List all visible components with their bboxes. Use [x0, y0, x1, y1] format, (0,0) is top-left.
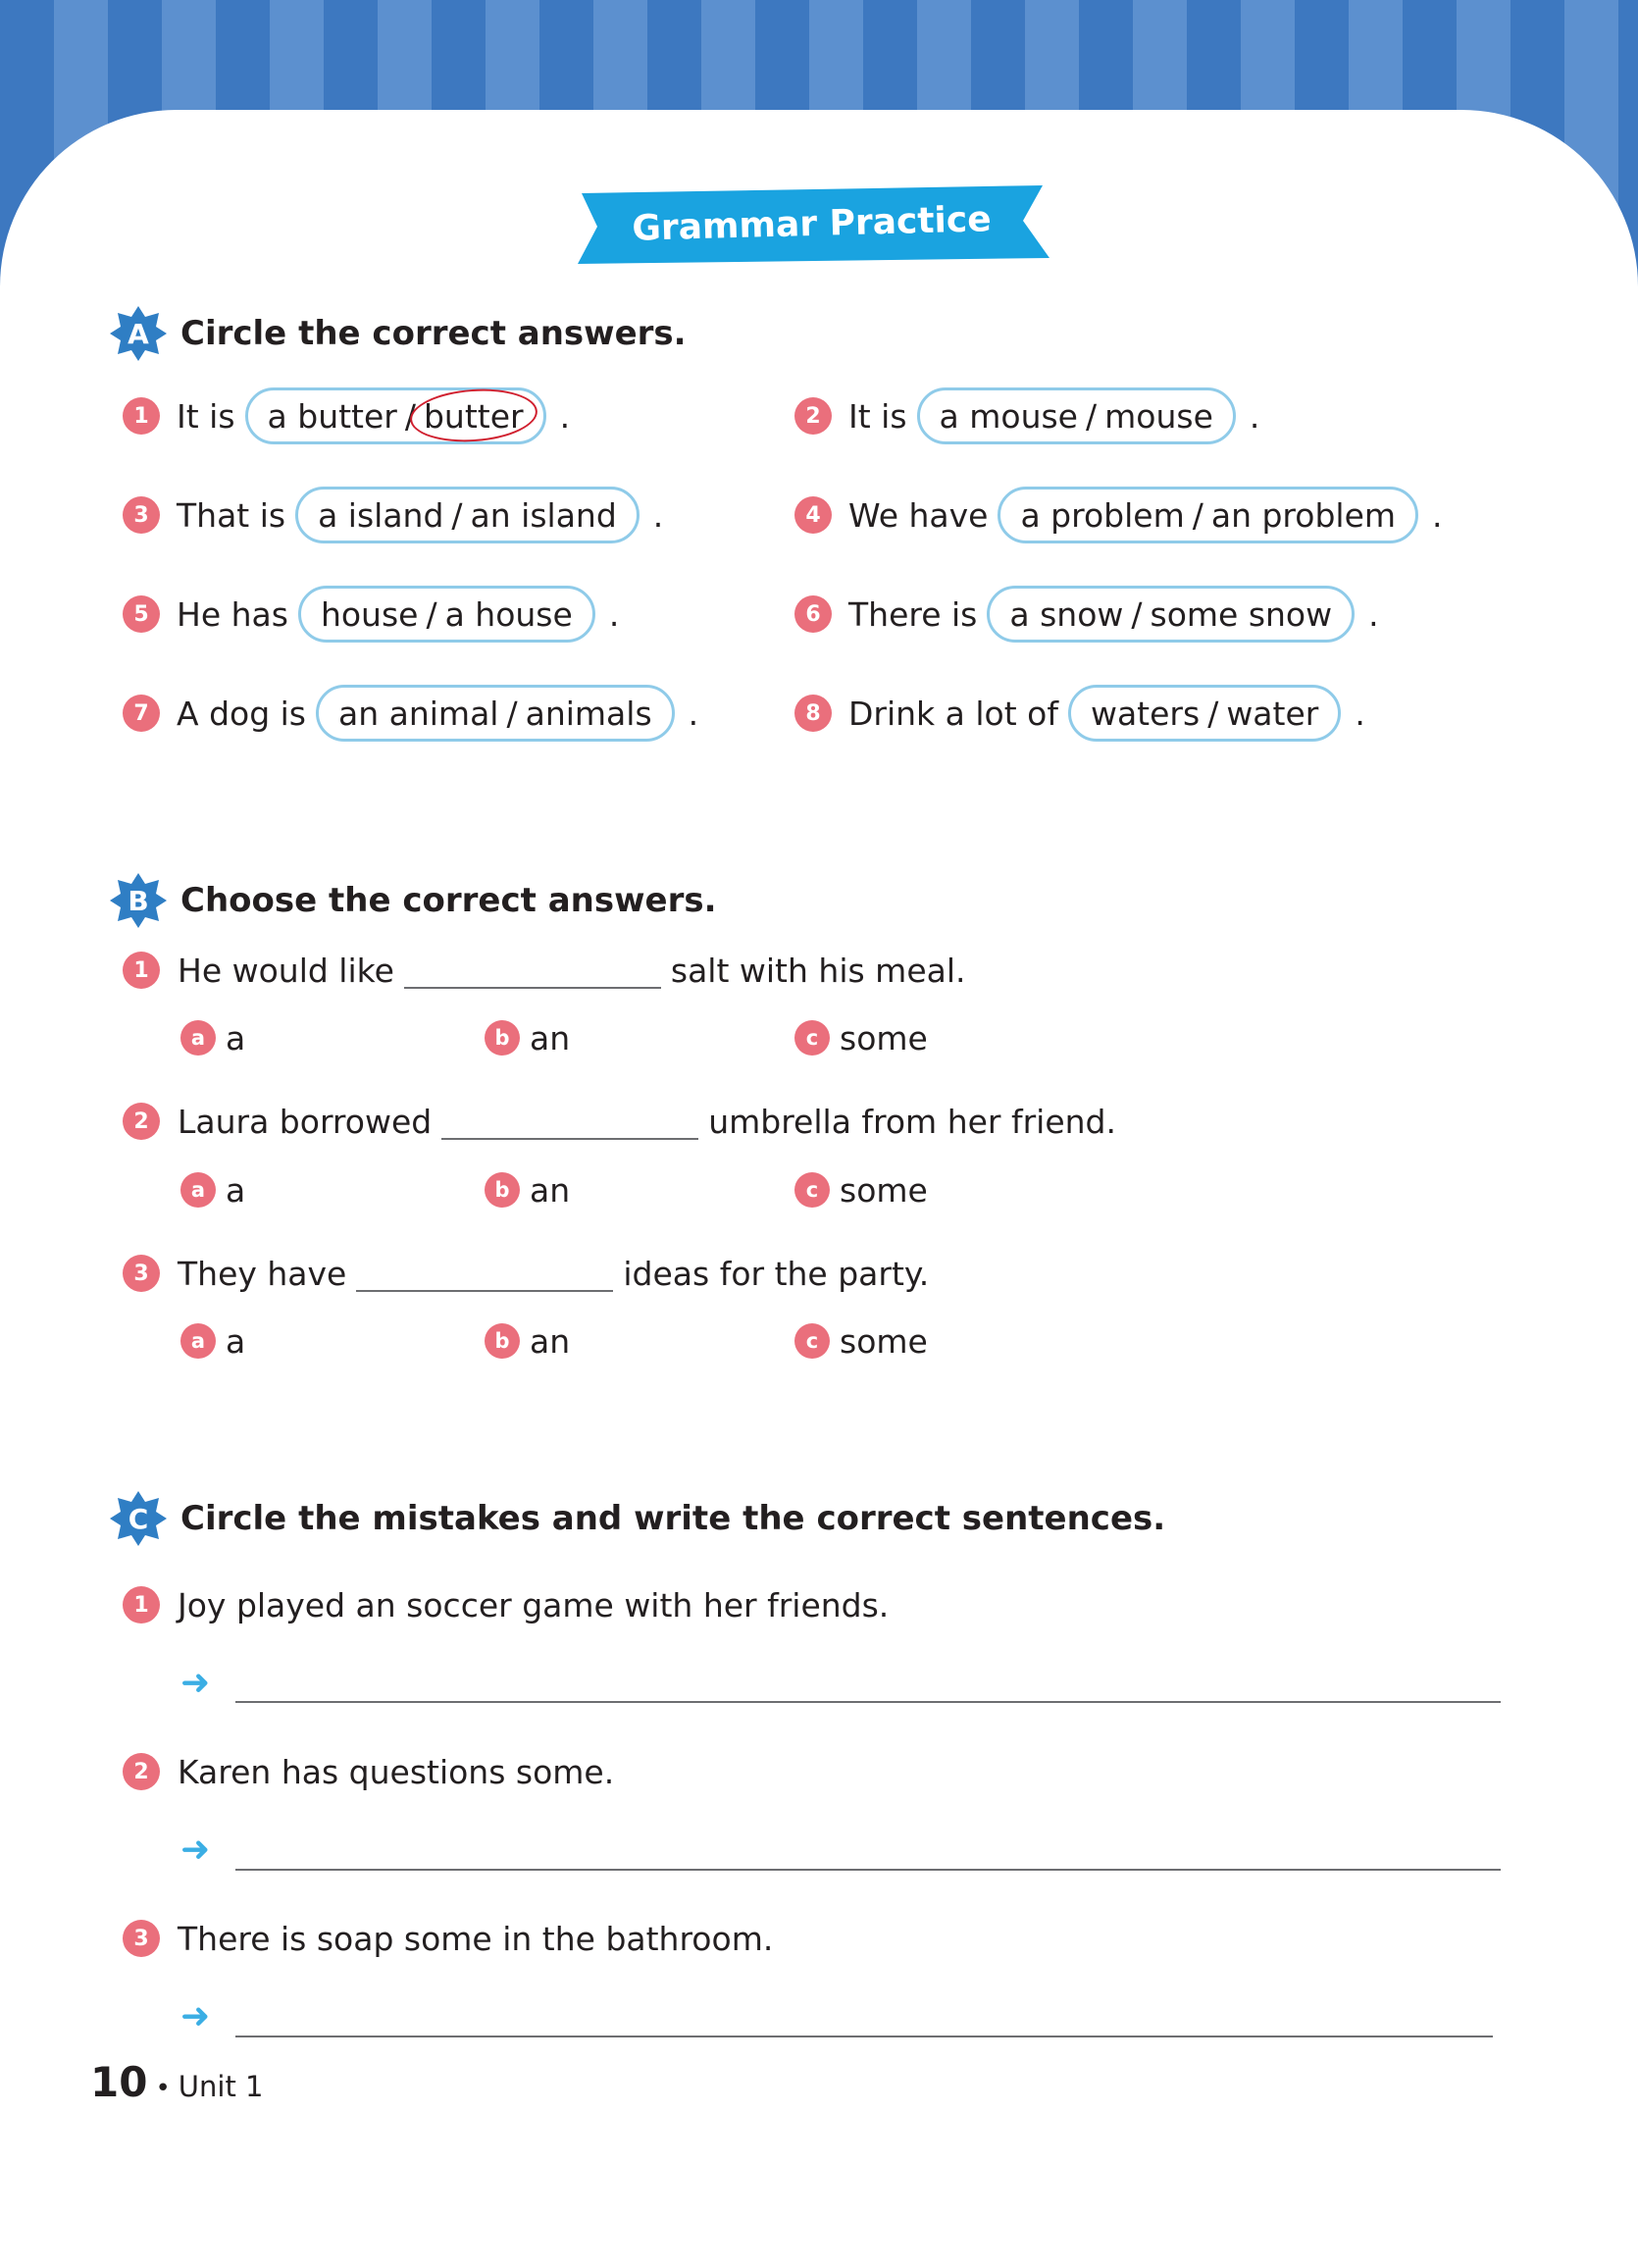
- section-b-question-1: [123, 946, 966, 995]
- period: .: [1432, 495, 1443, 535]
- option-separator: /: [506, 694, 518, 733]
- section-c-header: [110, 1489, 1165, 1548]
- answer-options-pill: [917, 387, 1236, 444]
- banner-title: Grammar Practice: [631, 198, 993, 249]
- option-1[interactable]: a mouse: [939, 396, 1078, 436]
- option-separator: /: [1131, 594, 1143, 634]
- section-c-item-3: [123, 1913, 773, 1964]
- section-a-item-1: [123, 385, 570, 447]
- item-prefix: It is: [177, 396, 235, 436]
- option-separator: /: [1192, 495, 1203, 535]
- item-prefix: That is: [177, 495, 286, 535]
- option-2[interactable]: an problem: [1210, 495, 1397, 535]
- choice-letter-badge: a: [180, 1020, 216, 1056]
- arrow-icon: ➜: [180, 1996, 211, 2036]
- choice-text: a: [226, 1321, 246, 1361]
- choice-text: some: [840, 1170, 928, 1210]
- choice-letter-badge: b: [485, 1172, 520, 1208]
- option-2[interactable]: water: [1226, 694, 1319, 733]
- page-footer: [90, 2058, 264, 2106]
- answer-options-pill: [998, 487, 1418, 543]
- option-separator: /: [1086, 396, 1098, 436]
- item-number-badge: 2: [123, 1103, 160, 1140]
- option-2[interactable]: animals: [525, 694, 652, 733]
- choice-b[interactable]: [485, 1015, 570, 1060]
- item-number-badge: 7: [123, 695, 160, 732]
- section-a-header: [110, 304, 687, 363]
- option-separator: /: [426, 594, 437, 634]
- choice-b[interactable]: [485, 1318, 570, 1364]
- sentence-text: Karen has questions some.: [178, 1752, 615, 1791]
- item-prefix: He has: [177, 594, 288, 634]
- answer-options-pill: [295, 487, 640, 543]
- choice-text: an: [530, 1170, 571, 1210]
- period: .: [652, 495, 664, 535]
- option-2[interactable]: some snow: [1150, 594, 1333, 634]
- section-a-item-7: [123, 682, 698, 745]
- arrow-icon: ➜: [180, 1663, 211, 1703]
- option-1[interactable]: a butter: [267, 396, 397, 436]
- item-number-badge: 8: [794, 695, 832, 732]
- answer-blank[interactable]: [441, 1103, 698, 1140]
- period: .: [688, 694, 699, 733]
- item-prefix: We have: [848, 495, 989, 535]
- option-2[interactable]: mouse: [1104, 396, 1213, 436]
- item-prefix: It is: [848, 396, 907, 436]
- section-c-item-1: [123, 1579, 889, 1630]
- section-b-question-2: [123, 1097, 1116, 1146]
- answer-options-pill: [987, 586, 1355, 643]
- choice-a[interactable]: [180, 1167, 245, 1212]
- choice-text: an: [530, 1321, 571, 1361]
- choice-b[interactable]: [485, 1167, 570, 1212]
- section-a-item-4: [794, 484, 1443, 546]
- choice-text: some: [840, 1321, 928, 1361]
- choice-text: a: [226, 1018, 246, 1057]
- choice-text: some: [840, 1018, 928, 1057]
- question-after: salt with his meal.: [670, 951, 966, 990]
- section-c-item-2: [123, 1746, 614, 1797]
- answer-blank[interactable]: [356, 1255, 613, 1292]
- period: .: [608, 594, 620, 634]
- section-b-badge: [110, 872, 167, 929]
- section-b-title: Choose the correct answers.: [180, 881, 717, 920]
- item-number-badge: 4: [794, 496, 832, 534]
- footer-bullet: •: [155, 2074, 171, 2103]
- answer-options-pill: [298, 586, 595, 643]
- section-a-badge: [110, 305, 167, 362]
- answer-options-pill: [245, 387, 546, 444]
- answer-line[interactable]: [235, 1869, 1501, 1871]
- choice-c[interactable]: [794, 1318, 928, 1364]
- choice-letter-badge: b: [485, 1020, 520, 1056]
- section-a-letter: A: [128, 317, 149, 350]
- section-c-badge: [110, 1490, 167, 1547]
- question-before: They have: [178, 1254, 347, 1293]
- section-b-letter: B: [128, 884, 149, 917]
- question-after: ideas for the party.: [623, 1254, 930, 1293]
- question-after: umbrella from her friend.: [708, 1102, 1116, 1141]
- choice-letter-badge: b: [485, 1323, 520, 1359]
- question-before: Laura borrowed: [178, 1102, 433, 1141]
- choice-letter-badge: c: [794, 1172, 830, 1208]
- section-b-header: [110, 871, 717, 930]
- answer-blank[interactable]: [404, 952, 661, 989]
- option-2[interactable]: a house: [444, 594, 573, 634]
- section-a-item-5: [123, 583, 619, 645]
- section-b-question-3: [123, 1249, 929, 1298]
- item-prefix: There is: [848, 594, 978, 634]
- answer-options-pill: [316, 685, 675, 742]
- choice-letter-badge: c: [794, 1323, 830, 1359]
- item-number-badge: 5: [123, 595, 160, 633]
- section-a-title: Circle the correct answers.: [180, 314, 687, 353]
- answer-line[interactable]: [235, 1701, 1501, 1703]
- period: .: [1368, 594, 1379, 634]
- choice-letter-badge: a: [180, 1323, 216, 1359]
- answer-options-pill: [1068, 685, 1341, 742]
- item-number-badge: 3: [123, 496, 160, 534]
- page-number: 10: [90, 2058, 148, 2106]
- choice-letter-badge: a: [180, 1172, 216, 1208]
- question-before: He would like: [178, 951, 394, 990]
- item-number-badge: 3: [123, 1255, 160, 1292]
- option-1[interactable]: a snow: [1009, 594, 1124, 634]
- option-separator: /: [451, 495, 463, 535]
- item-number-badge: 1: [123, 1586, 160, 1624]
- choice-a[interactable]: [180, 1318, 245, 1364]
- item-number-badge: 1: [123, 952, 160, 989]
- choice-a[interactable]: [180, 1015, 245, 1060]
- sentence-text: There is soap some in the bathroom.: [178, 1919, 774, 1958]
- period: .: [1249, 396, 1260, 436]
- item-number-badge: 6: [794, 595, 832, 633]
- answer-line[interactable]: [235, 2036, 1493, 2037]
- choice-c[interactable]: [794, 1015, 928, 1060]
- item-number-badge: 2: [794, 397, 832, 435]
- section-c-letter: C: [128, 1502, 149, 1535]
- sentence-text: Joy played an soccer game with her friends.: [178, 1585, 890, 1624]
- option-1[interactable]: an animal: [338, 694, 499, 733]
- choice-text: an: [530, 1018, 571, 1057]
- section-a-item-2: [794, 385, 1259, 447]
- item-number-badge: 1: [123, 397, 160, 435]
- option-separator: /: [404, 396, 416, 436]
- section-a-item-3: [123, 484, 663, 546]
- arrow-icon: ➜: [180, 1830, 211, 1870]
- item-number-badge: 2: [123, 1753, 160, 1790]
- choice-letter-badge: c: [794, 1020, 830, 1056]
- grammar-practice-banner: [574, 183, 1049, 264]
- option-2-circled[interactable]: butter: [423, 396, 524, 436]
- section-a-item-8: [794, 682, 1365, 745]
- section-c-title: Circle the mistakes and write the correct sentences.: [180, 1499, 1166, 1538]
- choice-c[interactable]: [794, 1167, 928, 1212]
- item-prefix: Drink a lot of: [848, 694, 1058, 733]
- section-a-item-6: [794, 583, 1379, 645]
- option-1[interactable]: waters: [1090, 694, 1201, 733]
- item-number-badge: 3: [123, 1920, 160, 1957]
- item-prefix: A dog is: [177, 694, 306, 733]
- option-2[interactable]: an island: [470, 495, 617, 535]
- choice-text: a: [226, 1170, 246, 1210]
- unit-label: Unit 1: [178, 2070, 264, 2103]
- period: .: [1355, 694, 1365, 733]
- option-1[interactable]: a island: [318, 495, 444, 535]
- period: .: [559, 396, 571, 436]
- option-1[interactable]: a problem: [1020, 495, 1185, 535]
- option-1[interactable]: house: [320, 594, 419, 634]
- option-separator: /: [1207, 694, 1219, 733]
